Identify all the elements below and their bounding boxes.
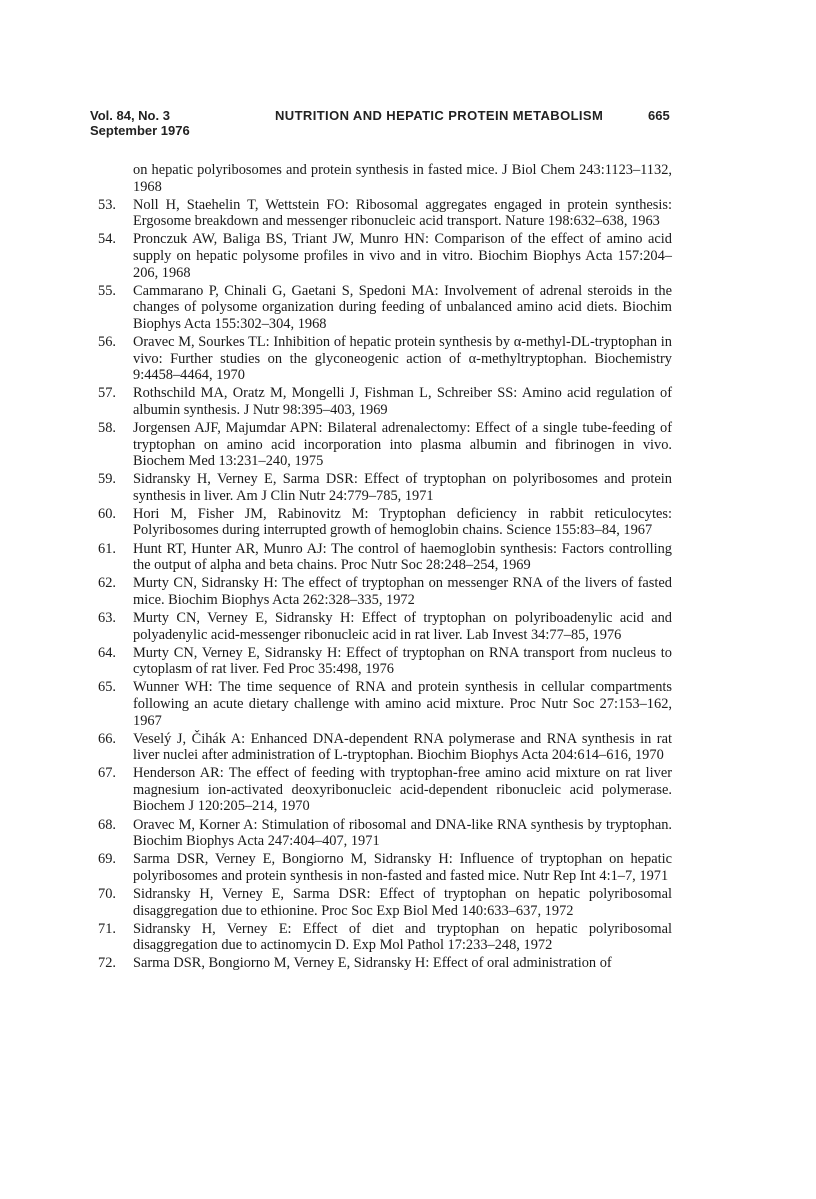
reference-item	[96, 955, 672, 972]
reference-text: Hunt RT, Hunter AR, Munro AJ: The control of haemoglobin synthesis: Factors controlling the output of alpha and beta chains. Proc Nutr Soc 28:248–254, 1969	[133, 540, 672, 574]
reference-text: Wunner WH: The time sequence of RNA and protein synthesis in cellular compartments following an acute dietary challenge with amino acid mixture. Proc Nutr Soc 27:153–162, 1967	[133, 679, 672, 729]
reference-number: 57.	[98, 385, 116, 402]
reference-number: 70.	[98, 885, 116, 902]
reference-continuation	[96, 162, 672, 195]
reference-text: Oravec M, Sourkes TL: Inhibition of hepatic protein synthesis by α-methyl-DL-tryptophan in vivo: Further studies on the glyconeogenic action of α-methyltryptophan. Biochemistry 9:4458–4464, 1970	[133, 333, 672, 384]
page-number: 665	[648, 108, 670, 123]
reference-number: 63.	[98, 609, 116, 626]
reference-number: 54.	[98, 231, 116, 248]
reference-number: 71.	[98, 920, 116, 937]
reference-text: Noll H, Staehelin T, Wettstein FO: Ribosomal aggregates engaged in protein synthesis: Ergosome breakdown and messenger ribonucleic acid transport. Nature 198:632–638, 1963	[133, 196, 672, 230]
running-header-left	[90, 108, 190, 138]
reference-item	[96, 921, 672, 954]
reference-item	[96, 231, 672, 281]
reference-number: 53.	[98, 196, 116, 213]
reference-text: Veselý J, Čihák A: Enhanced DNA-dependent RNA polymerase and RNA synthesis in rat liver nuclei after administration of L-tryptophan. Biochim Biophys Acta 204:614–616, 1970	[133, 730, 672, 764]
reference-text: Sidransky H, Verney E, Sarma DSR: Effect of tryptophan on polyribosomes and protein synthesis in liver. Am J Clin Nutr 24:779–785, 1971	[133, 471, 672, 504]
reference-item	[96, 420, 672, 470]
reference-item	[96, 506, 672, 539]
reference-text: Sidransky H, Verney E, Sarma DSR: Effect of tryptophan on hepatic polyribosomal disaggregation due to ethionine. Proc Soc Exp Biol Med 140:633–637, 1972	[133, 885, 672, 919]
volume-issue: Vol. 84, No. 3	[90, 108, 170, 123]
reference-text: on hepatic polyribosomes and protein synthesis in fasted mice. J Biol Chem 243:1123–1132, 1968	[133, 162, 672, 195]
reference-text: Jorgensen AJF, Majumdar APN: Bilateral adrenalectomy: Effect of a single tube-feeding of tryptophan on amino acid incorporation into plasma albumin and fibrinogen in vivo. Biochem Med 13:231–240, 1975	[133, 419, 672, 470]
reference-item	[96, 283, 672, 333]
reference-item	[96, 886, 672, 919]
reference-item	[96, 575, 672, 608]
reference-number: 67.	[98, 765, 116, 782]
reference-text: Pronczuk AW, Baliga BS, Triant JW, Munro HN: Comparison of the effect of amino acid supply on hepatic polysome profiles in vivo and in vitro. Biochim Biophys Acta 157:204–206, 1968	[133, 231, 672, 281]
reference-item	[96, 645, 672, 678]
reference-text: Oravec M, Korner A: Stimulation of ribosomal and DNA-like RNA synthesis by tryptophan. Biochim Biophys Acta 247:404–407, 1971	[133, 816, 672, 850]
reference-text: Rothschild MA, Oratz M, Mongelli J, Fishman L, Schreiber SS: Amino acid regulation of albumin synthesis. J Nutr 98:395–403, 1969	[133, 385, 672, 418]
reference-number: 65.	[98, 679, 116, 696]
reference-number: 68.	[98, 816, 116, 833]
reference-item	[96, 610, 672, 643]
reference-number: 55.	[98, 282, 116, 299]
running-title: NUTRITION AND HEPATIC PROTEIN METABOLISM	[275, 108, 604, 123]
reference-item	[96, 731, 672, 764]
reference-number: 61.	[98, 540, 116, 557]
reference-item	[96, 679, 672, 729]
reference-number: 69.	[98, 851, 116, 868]
reference-item	[96, 541, 672, 574]
reference-number: 59.	[98, 471, 116, 488]
reference-item	[96, 765, 672, 815]
reference-item	[96, 385, 672, 418]
reference-text: Henderson AR: The effect of feeding with tryptophan-free amino acid mixture on rat liver magnesium ion-activated deoxyribonucleic acid-dependent ribonucleic acid polymerase. Biochem J 120:205–214, 1970	[133, 765, 672, 815]
reference-text: Murty CN, Verney E, Sidransky H: Effect of tryptophan on RNA transport from nucleus to cytoplasm of rat liver. Fed Proc 35:498, 1976	[133, 644, 672, 678]
reference-list	[96, 162, 672, 973]
reference-text: Sarma DSR, Verney E, Bongiorno M, Sidransky H: Influence of tryptophan on hepatic polyribosomes and protein synthesis in non-fasted and fasted mice. Nutr Rep Int 4:1–7, 1971	[133, 851, 672, 884]
reference-text: Murty CN, Sidransky H: The effect of tryptophan on messenger RNA of the livers of fasted mice. Biochim Biophys Acta 262:328–335, 1972	[133, 575, 672, 608]
reference-number: 58.	[98, 419, 116, 436]
reference-number: 62.	[98, 575, 116, 592]
reference-item	[96, 817, 672, 850]
reference-text: Sidransky H, Verney E: Effect of diet and tryptophan on hepatic polyribosomal disaggregation due to actinomycin D. Exp Mol Pathol 17:233–248, 1972	[133, 920, 672, 954]
reference-text: Cammarano P, Chinali G, Gaetani S, Spedoni MA: Involvement of adrenal steroids in the changes of polysome organization during feeding of unbalanced amino acid diets. Biochim Biophys Acta 155:302–304, 1968	[133, 282, 672, 332]
reference-item	[96, 197, 672, 230]
reference-number: 72.	[98, 955, 116, 972]
reference-item	[96, 851, 672, 884]
reference-text: Sarma DSR, Bongiorno M, Verney E, Sidransky H: Effect of oral administration of	[133, 955, 612, 972]
reference-number: 64.	[98, 644, 116, 661]
reference-item	[96, 334, 672, 384]
reference-item	[96, 471, 672, 504]
reference-text: Hori M, Fisher JM, Rabinovitz M: Tryptophan deficiency in rabbit reticulocytes: Polyribosomes during interrupted growth of hemoglobin chains. Science 155:83–84, 1967	[133, 505, 672, 539]
reference-number: 66.	[98, 730, 116, 747]
reference-number: 56.	[98, 333, 116, 350]
reference-number: 60.	[98, 505, 116, 522]
issue-date: September 1976	[90, 123, 190, 138]
reference-text: Murty CN, Verney E, Sidransky H: Effect of tryptophan on polyriboadenylic acid and polyadenylic acid-messenger ribonucleic acid in rat liver. Lab Invest 34:77–85, 1976	[133, 609, 672, 643]
